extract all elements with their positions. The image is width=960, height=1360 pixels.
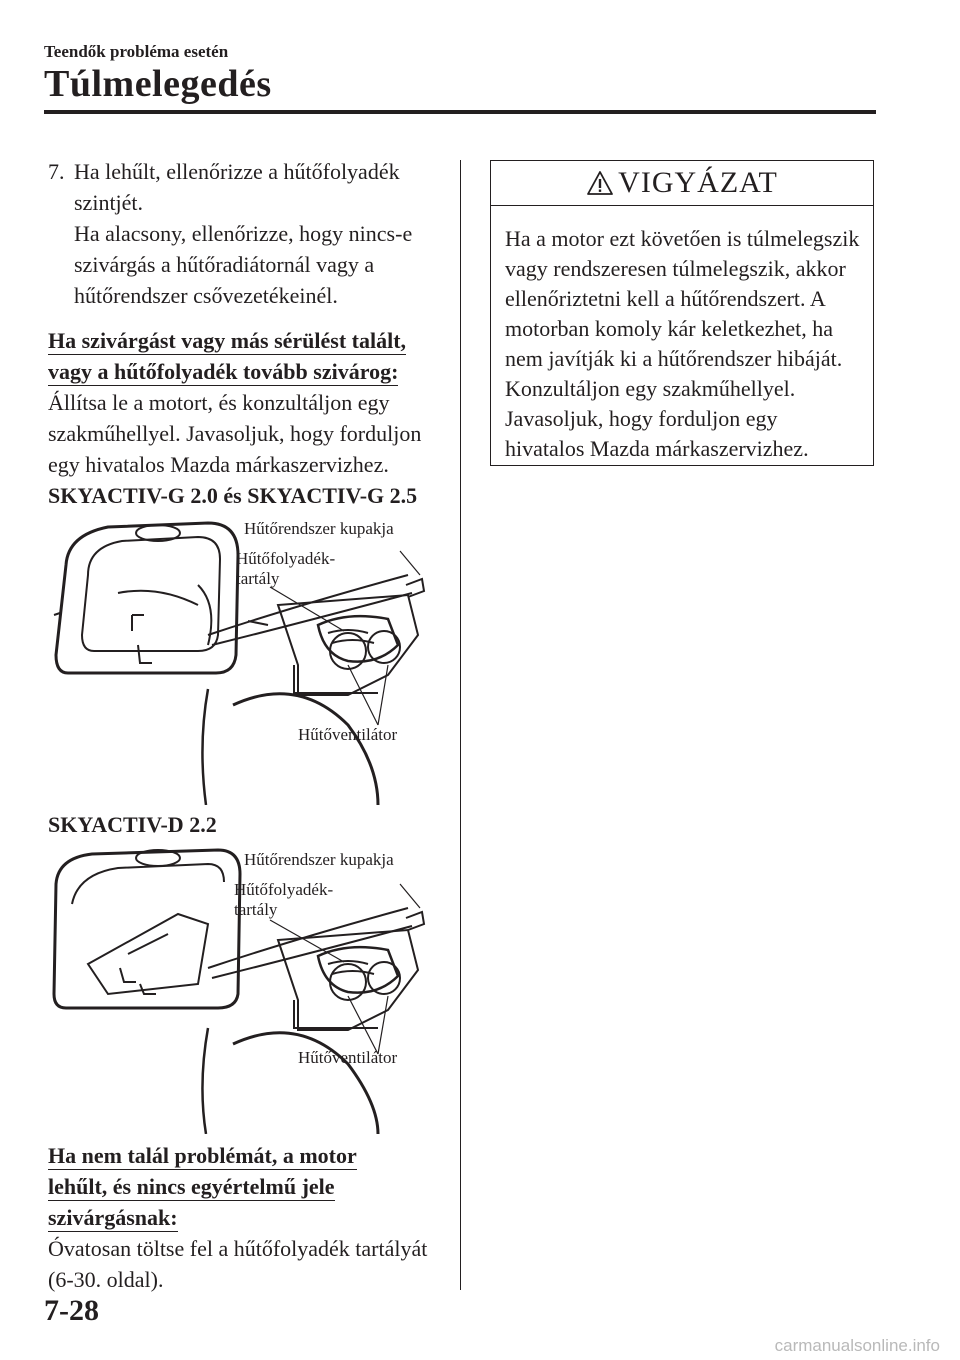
column-divider xyxy=(460,160,461,1290)
step-text-1: Ha lehűlt, ellenőrizze a hűtőfolyadék szintjét. xyxy=(74,159,400,215)
label-cooling-fan-2: Hűtőventilátor xyxy=(298,1048,398,1067)
label-radiator-cap: Hűtőrendszer kupakja xyxy=(244,519,394,538)
caution-title: VIGYÁZAT xyxy=(618,166,778,199)
header-rule xyxy=(44,110,876,114)
no-problem-heading-line-2: lehűlt, és nincs egyértelmű jele xyxy=(48,1174,335,1199)
figure-1-title: SKYACTIV-G 2.0 és SKYACTIV-G 2.5 xyxy=(48,483,418,508)
chapter-name: Teendők probléma esetén xyxy=(44,42,229,61)
leak-condition-text: Állítsa le a motort, és konzultáljon egy szakműhellyel. Javasoljuk, hogy forduljon egy hivatalos Mazda márkaszervizhez. xyxy=(48,390,422,477)
label-coolant-tank-1: Hűtőfolyadék- xyxy=(236,549,336,568)
label-coolant-tank-2a: Hűtőfolyadék- xyxy=(234,880,334,899)
watermark: carmanualsonline.info xyxy=(774,1336,940,1355)
left-column xyxy=(48,156,432,1295)
section-title: Túlmelegedés xyxy=(44,63,272,105)
step-text-2: Ha alacsony, ellenőrizze, hogy nincs-e szivárgás a hűtőradiátornál vagy a hűtőrendszer csővezetékeinél. xyxy=(74,221,413,308)
leak-condition-heading xyxy=(48,325,432,387)
step-7 xyxy=(48,156,432,311)
leak-heading-line-1: Ha szivárgást vagy más sérülést talált, xyxy=(48,328,407,353)
figure-2-title: SKYACTIV-D 2.2 xyxy=(48,812,217,837)
leader-cap-2 xyxy=(400,884,420,908)
no-problem-heading-line-3: szivárgásnak: xyxy=(48,1205,178,1230)
label-coolant-tank-2b: tartály xyxy=(234,900,278,919)
no-problem-heading-line-1: Ha nem talál problémát, a motor xyxy=(48,1143,357,1168)
leader-fan-2b xyxy=(378,996,388,1054)
label-coolant-tank-2: tartály xyxy=(236,569,280,588)
figure-1-engine-bay xyxy=(48,515,432,805)
caution-box xyxy=(490,160,874,466)
figure-2-engine-bay xyxy=(48,844,432,1134)
page-number: 7-28 xyxy=(44,1294,99,1327)
leader-fan-2a xyxy=(348,996,378,1054)
leader-fan-1 xyxy=(348,665,378,725)
leader-cap xyxy=(400,551,420,575)
leader-tank-2 xyxy=(270,920,344,962)
leader-fan-2 xyxy=(378,665,388,725)
label-cooling-fan: Hűtőventilátor xyxy=(298,725,398,744)
no-problem-condition-text: Óvatosan töltse fel a hűtőfolyadék tartályát (6-30. oldal). xyxy=(48,1236,428,1292)
leak-heading-line-2: vagy a hűtőfolyadék tovább szivárog: xyxy=(48,359,399,384)
label-radiator-cap-2: Hűtőrendszer kupakja xyxy=(244,850,394,869)
caution-text: Ha a motor ezt követően is túlmelegszik vagy rendszeresen túlmelegszik, akkor ellenőriztetni kell a hűtőrendszert. A motorban komoly kár keletkezhet, ha nem javítják ki a hűtőrendszer hibáját. Konzultáljon egy szakműhellyel. Javasoljuk, hogy forduljon egy hivatalos Mazda márkaszervizhez. xyxy=(505,226,860,461)
warning-triangle-icon xyxy=(586,170,614,196)
step-number: 7. xyxy=(48,159,65,184)
leader-tank xyxy=(270,587,344,631)
no-problem-condition-heading xyxy=(48,1140,432,1233)
caution-header xyxy=(491,161,873,206)
